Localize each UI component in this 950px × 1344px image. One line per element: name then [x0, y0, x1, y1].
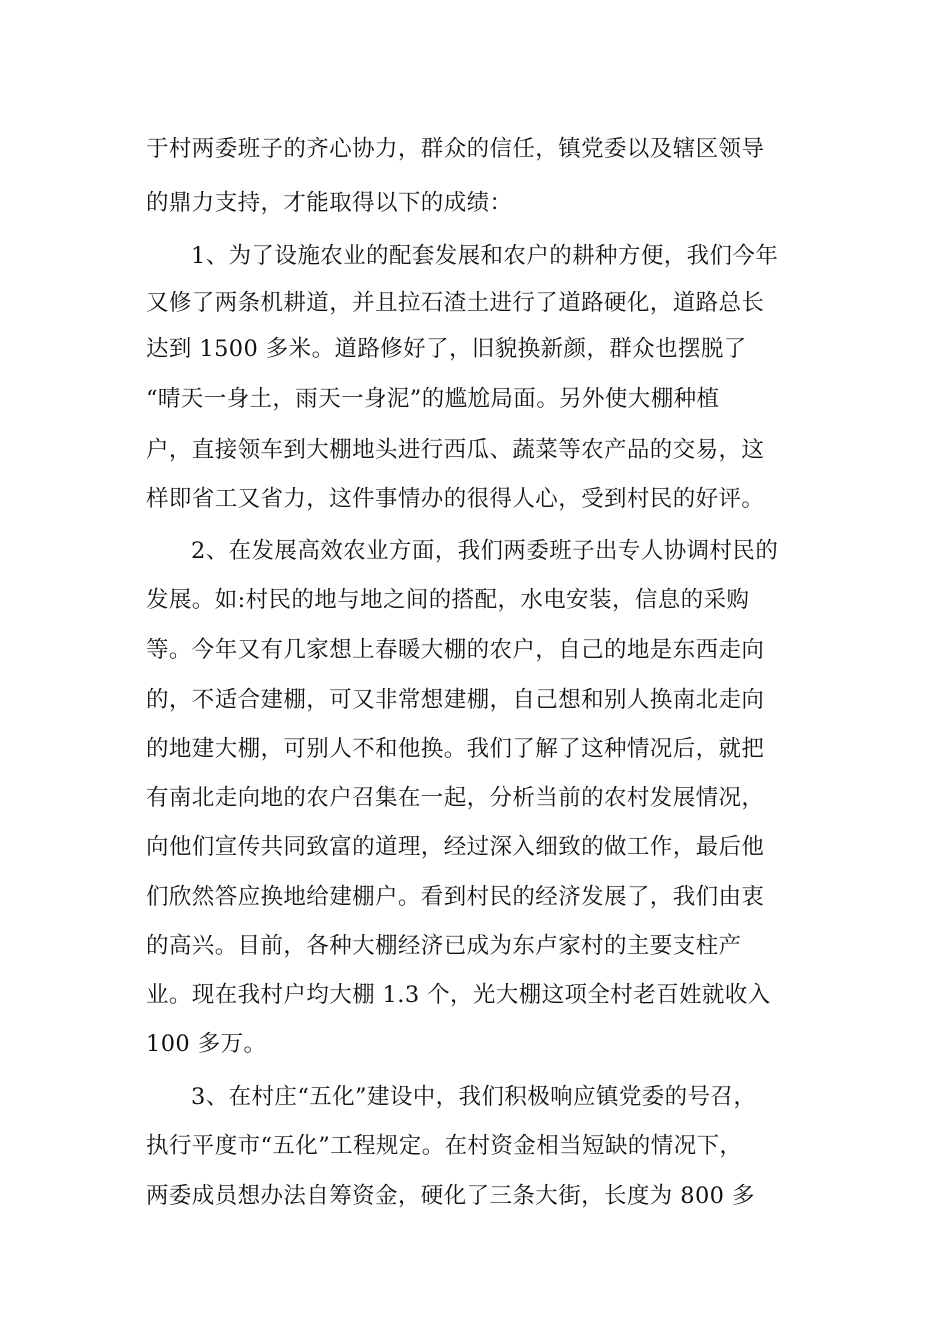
text-line: 样即省工又省力，这件事情办的很得人心，受到村民的好评。 [146, 486, 765, 512]
paragraph-line: 2、在发展高效农业方面，我们两委班子出专人协调村民的 [191, 538, 779, 564]
text-line: “晴天一身土，雨天一身泥”的尴尬局面。另外使大棚种植 [146, 386, 720, 412]
text-line: 又修了两条机耕道，并且拉石渣土进行了道路硬化，道路总长 [146, 290, 765, 316]
text-line: 于村两委班子的齐心协力，群众的信任，镇党委以及辖区领导 [146, 136, 765, 162]
text-line: 们欣然答应换地给建棚户。看到村民的经济发展了，我们由衷 [146, 884, 765, 910]
text-line: 执行平度市“五化”工程规定。在村资金相当短缺的情况下， [146, 1133, 743, 1159]
text-line: 的，不适合建棚，可又非常想建棚，自己想和别人换南北走向 [146, 687, 765, 713]
text-line: 两委成员想办法自筹资金，硬化了三条大街，长度为 800 多 [146, 1183, 755, 1209]
text-line: 向他们宣传共同致富的道理，经过深入细致的做工作，最后他 [146, 834, 765, 860]
text-line: 有南北走向地的农户召集在一起，分析当前的农村发展情况， [146, 785, 765, 811]
text-line: 的高兴。目前，各种大棚经济已成为东卢家村的主要支柱产 [146, 933, 742, 959]
text-line: 的鼎力支持，才能取得以下的成绩： [146, 190, 513, 216]
text-line: 的地建大棚，可别人不和他换。我们了解了这种情况后，就把 [146, 736, 765, 762]
text-line: 100 多万。 [146, 1031, 267, 1057]
paragraph-line: 1、为了设施农业的配套发展和农户的耕种方便，我们今年 [191, 243, 779, 269]
paragraph-line: 3、在村庄“五化”建设中，我们积极响应镇党委的号召， [191, 1084, 757, 1110]
text-line: 户，直接领车到大棚地头进行西瓜、蔬菜等农产品的交易，这 [146, 437, 765, 463]
text-line: 发展。如:村民的地与地之间的搭配，水电安装，信息的采购 [146, 587, 750, 613]
text-line: 等。今年又有几家想上春暖大棚的农户，自己的地是东西走向 [146, 637, 765, 663]
text-line: 达到 1500 多米。道路修好了，旧貌换新颜，群众也摆脱了 [146, 336, 747, 362]
text-line: 业。现在我村户均大棚 1.3 个，光大棚这项全村老百姓就收入 [146, 982, 771, 1008]
